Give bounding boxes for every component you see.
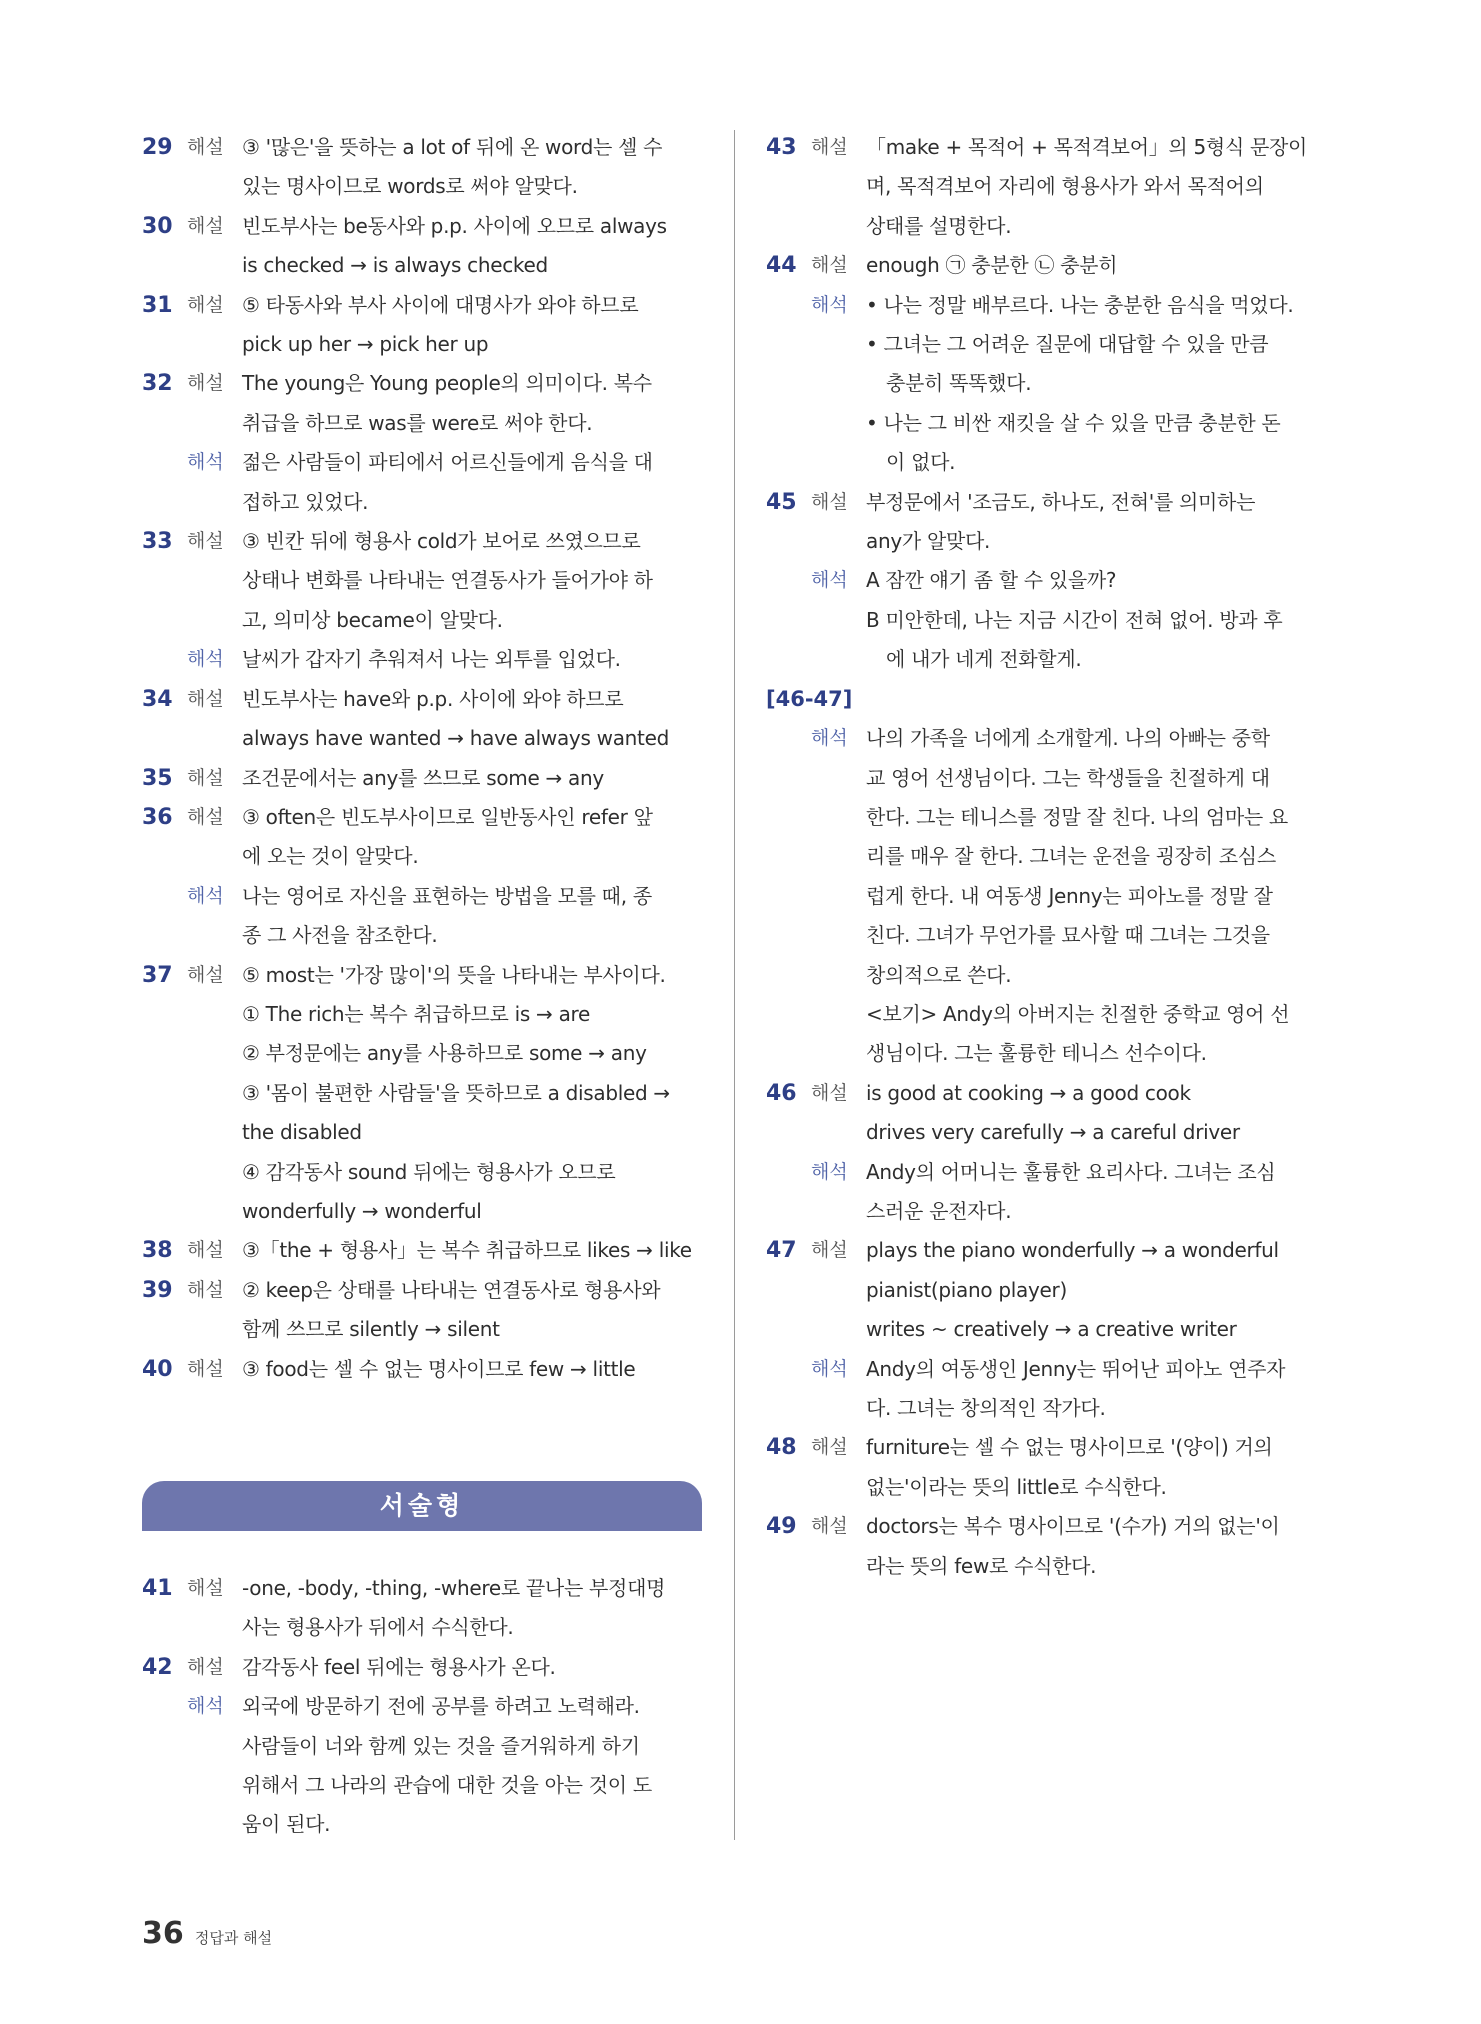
text-line: 충분히 똑똑했다. <box>886 371 1032 396</box>
text-line: 스러운 운전자다. <box>866 1198 1012 1223</box>
text-line: ④ 감각동사 sound 뒤에는 형용사가 오므로 <box>242 1159 616 1184</box>
section-banner: 서술형 <box>142 1481 702 1531</box>
text-line: ③ '몸이 불편한 사람들'을 뜻하므로 a disabled → <box>242 1080 670 1105</box>
question-number: 43 <box>766 135 797 160</box>
answer-row <box>766 1507 1326 1586</box>
answer-text <box>866 1350 1326 1429</box>
answer-text <box>242 1687 702 1845</box>
question-number: 41 <box>142 1576 173 1601</box>
question-number: 36 <box>142 804 173 830</box>
text-line: always have wanted → have always wanted <box>242 726 669 751</box>
page-number: 36 <box>142 1916 184 1951</box>
text-line: 빈도부사는 have와 p.p. 사이에 와야 하므로 <box>242 686 624 711</box>
answer-row <box>142 1350 702 1389</box>
answer-row <box>142 956 702 1232</box>
text-line: ⑤ most는 '가장 많이'의 뜻을 나타내는 부사이다. <box>242 962 666 987</box>
answer-row <box>766 483 1326 562</box>
answer-text <box>242 798 702 877</box>
text-line: 럽게 한다. 내 여동생 Jenny는 피아노를 정말 잘 <box>866 883 1273 908</box>
text-line: writes ~ creatively → a creative writer <box>866 1317 1237 1342</box>
question-number: 32 <box>142 371 173 397</box>
explanation-label: 해설 <box>811 1436 848 1459</box>
text-line: Andy의 여동생인 Jenny는 뛰어난 피아노 연주자 <box>866 1356 1286 1381</box>
explanation-label: 해설 <box>811 1081 848 1104</box>
answer-text <box>866 1428 1326 1507</box>
footer-label: 정답과 해설 <box>194 1929 273 1947</box>
question-number: 46 <box>766 1080 797 1106</box>
text-line: ③ often은 빈도부사이므로 일반동사인 refer 앞 <box>242 804 653 829</box>
text-line: pick up her → pick her up <box>242 332 489 357</box>
answer-text <box>866 1074 1326 1153</box>
text-line: 리를 매우 잘 한다. 그녀는 운전을 굉장히 조심스 <box>866 844 1276 869</box>
explanation-label: 해설 <box>187 805 224 828</box>
answer-text <box>866 1507 1326 1586</box>
text-line: 접하고 있었다. <box>242 489 369 514</box>
left-answer-list-2 <box>142 1569 702 1845</box>
answer-row <box>142 1648 702 1687</box>
answer-row <box>142 207 702 286</box>
text-line: ② keep은 상태를 나타내는 연결동사로 형용사와 <box>242 1277 661 1302</box>
answer-row <box>766 286 1326 483</box>
text-line: 사람들이 너와 함께 있는 것을 즐거워하게 하기 <box>242 1733 640 1758</box>
text-line: Andy의 어머니는 훌륭한 요리사다. 그녀는 조심 <box>866 1159 1276 1184</box>
right-answer-list-2 <box>766 719 1326 1586</box>
text-line: plays the piano wonderfully → a wonderful <box>866 1238 1279 1263</box>
text-line: • 그녀는 그 어려운 질문에 대답할 수 있을 만큼 <box>866 332 1269 357</box>
answer-row <box>142 286 702 365</box>
answer-row <box>142 798 702 877</box>
text-line: 위해서 그 나라의 관습에 대한 것을 아는 것이 도 <box>242 1773 652 1798</box>
answer-text <box>242 128 702 207</box>
page-footer <box>142 1916 272 1951</box>
answer-row <box>766 1231 1326 1349</box>
answer-row <box>766 1074 1326 1153</box>
text-line: 창의적으로 쓴다. <box>866 962 1012 987</box>
text-line: 빈도부사는 be동사와 p.p. 사이에 오므로 always <box>242 213 667 238</box>
text-line: 이 없다. <box>886 450 956 475</box>
question-number: 37 <box>142 962 173 988</box>
text-line: ③ food는 셀 수 없는 명사이므로 few → little <box>242 1356 636 1381</box>
answer-row <box>142 680 702 759</box>
text-line: ③「the + 형용사」는 복수 취급하므로 likes → like <box>242 1238 692 1263</box>
explanation-label: 해설 <box>187 1357 224 1380</box>
translation-label: 해석 <box>811 293 848 316</box>
answer-row <box>142 1231 702 1270</box>
answer-row <box>766 561 1326 679</box>
question-number: 29 <box>142 135 173 160</box>
text-line: any가 알맞다. <box>866 529 991 554</box>
text-line: <보기> Andy의 아버지는 친절한 중학교 영어 선 <box>866 1001 1290 1026</box>
text-line: • 나는 그 비싼 재킷을 살 수 있을 만큼 충분한 돈 <box>866 410 1281 435</box>
answer-text <box>242 522 702 640</box>
question-number: 35 <box>142 765 173 791</box>
text-line: 교 영어 선생님이다. 그는 학생들을 친절하게 대 <box>866 765 1270 790</box>
question-number: 42 <box>142 1654 173 1680</box>
text-line: the disabled <box>242 1120 362 1145</box>
explanation-label: 해설 <box>187 1239 224 1262</box>
text-line: 날씨가 갑자기 추워져서 나는 외투를 입었다. <box>242 647 621 672</box>
answer-row <box>142 640 702 679</box>
text-line: 있는 명사이므로 words로 써야 알맞다. <box>242 174 578 199</box>
answer-text <box>242 877 702 956</box>
answer-text <box>242 207 702 286</box>
text-line: 취급을 하므로 was를 were로 써야 한다. <box>242 410 593 435</box>
answer-text <box>866 1231 1326 1349</box>
text-line: pianist(piano player) <box>866 1277 1067 1302</box>
answer-text <box>866 1153 1326 1232</box>
question-number: 39 <box>142 1277 173 1303</box>
text-line: 상태나 변화를 나타내는 연결동사가 들어가야 하 <box>242 568 653 593</box>
explanation-label: 해설 <box>187 530 224 553</box>
answer-text <box>866 719 1326 1074</box>
answer-row <box>766 719 1326 1074</box>
translation-label: 해석 <box>811 1357 848 1380</box>
explanation-label: 해설 <box>187 1577 224 1599</box>
explanation-label: 해설 <box>187 766 224 789</box>
text-line: 생님이다. 그는 훌륭한 테니스 선수이다. <box>866 1041 1207 1066</box>
text-line: 움이 된다. <box>242 1812 331 1837</box>
answer-row <box>142 1569 702 1648</box>
text-line: 함께 쓰므로 silently → silent <box>242 1317 500 1342</box>
explanation-label: 해설 <box>187 293 224 316</box>
question-number: 34 <box>142 686 173 712</box>
explanation-label: 해설 <box>187 687 224 710</box>
answer-text <box>242 364 702 443</box>
answer-text <box>242 1231 702 1270</box>
answer-text <box>242 759 702 798</box>
explanation-label: 해설 <box>811 1515 848 1538</box>
translation-label: 해석 <box>811 727 848 750</box>
explanation-label: 해설 <box>811 1239 848 1262</box>
answer-text <box>242 1648 702 1687</box>
explanation-label: 해설 <box>811 254 848 277</box>
translation-label: 해석 <box>811 569 848 592</box>
question-number: 49 <box>766 1514 797 1540</box>
answer-row <box>766 128 1326 246</box>
right-column <box>766 128 1326 1586</box>
translation-label: 해석 <box>811 1160 848 1183</box>
text-line: B 미안한데, 나는 지금 시간이 전혀 없어. 방과 후 <box>866 607 1283 632</box>
right-answer-list <box>766 128 1326 680</box>
text-line: 라는 뜻의 few로 수식한다. <box>866 1553 1097 1578</box>
answer-text <box>242 956 702 1232</box>
explanation-label: 해설 <box>811 490 848 513</box>
answer-row <box>142 759 702 798</box>
translation-label: 해석 <box>187 451 224 474</box>
group-label: [46-47] <box>766 686 853 711</box>
answer-row <box>142 364 702 443</box>
answer-text <box>866 128 1326 246</box>
answer-row <box>142 1687 702 1845</box>
text-line: 나는 영어로 자신을 표현하는 방법을 모를 때, 종 <box>242 883 652 908</box>
text-line: doctors는 복수 명사이므로 '(수가) 거의 없는'이 <box>866 1514 1280 1539</box>
answer-text <box>242 1271 702 1350</box>
left-column <box>142 128 702 1845</box>
question-number: 47 <box>766 1238 797 1264</box>
text-line: is good at cooking → a good cook <box>866 1080 1191 1105</box>
question-number: 33 <box>142 529 173 555</box>
question-number: 38 <box>142 1238 173 1264</box>
text-line: ② 부정문에는 any를 사용하므로 some → any <box>242 1041 647 1066</box>
text-line: 부정문에서 '조금도, 하나도, 전혀'를 의미하는 <box>866 489 1256 514</box>
answer-row <box>142 443 702 522</box>
answer-text <box>866 286 1326 483</box>
answer-row <box>142 522 702 640</box>
text-line: 없는'이라는 뜻의 little로 수식한다. <box>866 1474 1167 1499</box>
text-line: 다. 그녀는 창의적인 작가다. <box>866 1396 1106 1420</box>
text-line: 「make + 목적어 + 목적격보어」의 5형식 문장이 <box>866 135 1308 159</box>
translation-label: 해석 <box>187 648 224 671</box>
question-number: 31 <box>142 292 173 318</box>
explanation-label: 해설 <box>187 372 224 395</box>
answer-text <box>242 1350 702 1389</box>
text-line: 사는 형용사가 뒤에서 수식한다. <box>242 1615 514 1640</box>
explanation-label: 해설 <box>187 136 224 158</box>
text-line: ③ 빈칸 뒤에 형용사 cold가 보어로 쓰였으므로 <box>242 529 641 554</box>
text-line: 외국에 방문하기 전에 공부를 하려고 노력해라. <box>242 1694 640 1719</box>
column-divider <box>734 130 735 1840</box>
translation-label: 해석 <box>187 884 224 907</box>
explanation-label: 해설 <box>811 136 848 158</box>
text-line: A 잠깐 얘기 좀 할 수 있을까? <box>866 568 1117 593</box>
answer-text <box>242 1569 702 1648</box>
text-line: enough ㉠ 충분한 ㉡ 충분히 <box>866 253 1118 278</box>
answer-text <box>242 443 702 522</box>
question-number: 48 <box>766 1435 797 1461</box>
question-number: 44 <box>766 253 797 279</box>
text-line: drives very carefully → a careful driver <box>866 1120 1240 1145</box>
answer-text <box>866 561 1326 679</box>
text-line: ③ '많은'을 뜻하는 a lot of 뒤에 온 word는 셀 수 <box>242 135 663 159</box>
text-line: ⑤ 타동사와 부사 사이에 대명사가 와야 하므로 <box>242 292 639 317</box>
text-line: 고, 의미상 became이 알맞다. <box>242 607 503 632</box>
left-answer-list <box>142 128 702 1389</box>
text-line: 에 오는 것이 알맞다. <box>242 844 419 869</box>
text-line: 젊은 사람들이 파티에서 어르신들에게 음식을 대 <box>242 450 653 475</box>
answer-text <box>866 483 1326 562</box>
text-line: The young은 Young people의 의미이다. 복수 <box>242 371 652 396</box>
answer-text <box>242 680 702 759</box>
translation-label: 해석 <box>187 1695 224 1718</box>
text-line: • 나는 정말 배부르다. 나는 충분한 음식을 먹었다. <box>866 292 1294 317</box>
text-line: furniture는 셀 수 없는 명사이므로 '(양이) 거의 <box>866 1435 1273 1460</box>
text-line: 에 내가 네게 전화할게. <box>886 647 1082 672</box>
answer-row <box>142 128 702 207</box>
answer-text <box>866 246 1326 285</box>
answer-row <box>142 877 702 956</box>
text-line: 상태를 설명한다. <box>866 213 1012 238</box>
explanation-label: 해설 <box>187 1655 224 1678</box>
text-line: 며, 목적격보어 자리에 형용사가 와서 목적어의 <box>866 174 1264 199</box>
answer-row <box>142 1271 702 1350</box>
text-line: 한다. 그는 테니스를 정말 잘 친다. 나의 엄마는 요 <box>866 804 1288 829</box>
explanation-label: 해설 <box>187 214 224 237</box>
question-number: 30 <box>142 213 173 239</box>
text-line: wonderfully → wonderful <box>242 1198 482 1223</box>
answer-row <box>766 246 1326 285</box>
explanation-label: 해설 <box>187 1278 224 1301</box>
text-line: 나의 가족을 너에게 소개할게. 나의 아빠는 중학 <box>866 726 1270 751</box>
text-line: 감각동사 feel 뒤에는 형용사가 온다. <box>242 1654 556 1679</box>
answer-text <box>242 286 702 365</box>
answer-row <box>766 1428 1326 1507</box>
text-line: ① The rich는 복수 취급하므로 is → are <box>242 1001 591 1026</box>
text-line: 종 그 사전을 참조한다. <box>242 923 438 948</box>
answer-row <box>766 1153 1326 1232</box>
answer-row <box>766 1350 1326 1429</box>
text-line: 친다. 그녀가 무언가를 묘사할 때 그녀는 그것을 <box>866 923 1270 948</box>
question-number: 40 <box>142 1356 173 1382</box>
answer-text <box>242 640 702 679</box>
text-line: is checked → is always checked <box>242 253 548 278</box>
text-line: -one, -body, -thing, -where로 끝나는 부정대명 <box>242 1576 666 1600</box>
text-line: 조건문에서는 any를 쓰므로 some → any <box>242 765 604 790</box>
explanation-label: 해설 <box>187 963 224 986</box>
question-number: 45 <box>766 489 797 515</box>
